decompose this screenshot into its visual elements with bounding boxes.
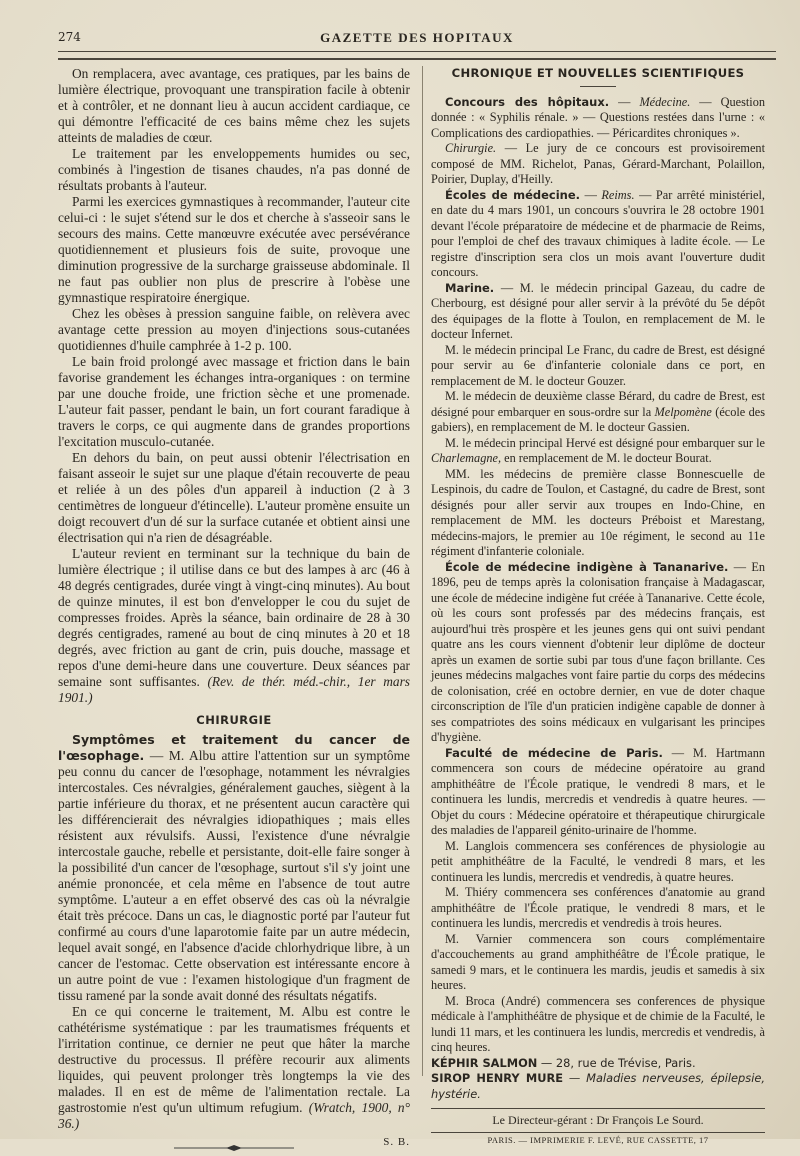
page-number: 274 [58, 30, 81, 44]
paragraph: Chez les obèses à pression sanguine faible, on relèvera avec avantage cette pression au moyen d'injections sous-cutanées quotidiennes d'huile camphrée à 1-2 p. 100. [58, 306, 410, 353]
item-text: M. Hartmann commencera son cours de médecine opératoire au grand amphithéâtre de l'École pratique, le vendredi 8 mars, et le continuera les lundis, mercredis et vendredis à quatre heures. — Objet du cours : Médecine opératoire et thérapeutique chirurgicale des maladies de l'appareil génito-urinaire de l'homme. [431, 745, 765, 837]
paragraph-text: (école des gabiers), en remplacement de M. le docteur Gassien. [431, 404, 765, 434]
paragraph: M. Varnier commencera son cours complémentaire d'accouchements au grand amphithéâtre de l'École pratique, le samedi 9 mars, et le continuera les mardis, jeudis et samedis à six heures. [431, 931, 765, 992]
header-rule-thick [58, 58, 776, 60]
paragraph: Le bain froid prolongé avec massage et friction dans le bain favorise grandement les échanges intra-organiques : on termine par une douche froide, une friction sèche et une promenade. L'auteur fait passer, pendant le bain, un fort courant faradique à travers le corps, ce qui augmente dans de grandes proportions l'excitation musculo-cutanée. [58, 354, 410, 449]
page-header [58, 30, 776, 48]
paragraph [58, 546, 410, 706]
item-subtitle: Médecine. [639, 94, 691, 109]
paragraph [431, 389, 765, 436]
reference: (Rev. de thér. méd.-chir., 1er mars 1901.) [58, 674, 410, 705]
paragraph: M. Thiéry commencera ses conférences d'anatomie au grand amphithéâtre de l'École pratique, le vendredi 8 mars, et le continuera les lundis, mercredis et vendredis à trois heures. [431, 885, 765, 930]
paragraph-text: M. le médecin principal Hervé est désigné pour embarquer sur le [445, 435, 765, 450]
ship-name: Charlemagne, [431, 451, 502, 465]
paragraph: MM. les médecins de première classe Bonnescuelle de Lespinois, du cadre de Toulon, et Castagné, du cadre de Brest, sont désignés pour aller servir aux troupes en Indo-Chine, en remplacement de MM. les docteurs Préboist et Marestang, médecins-majors, le premier au 10e régiment, le second au 11e régiment d'infanterie coloniale. [431, 466, 765, 558]
ad-text: — Maladies nerveuses, épilepsie, hystérie. [431, 1071, 766, 1101]
advertisement [431, 1056, 765, 1072]
news-item: Écoles de médecine. — Reims. — Par arrêté ministériel, en date du 4 mars 1901, un concours s'ouvrira le 28 octobre 1901 devant l'école préparatoire de médecine et de pharmacie de Reims, pour l'emploi de chef des travaux chimiques à ladite école. — Le registre d'inscription sera clos un mois avant l'ouverture dudit concours. [431, 187, 765, 279]
section-heading: CHIRURGIE [196, 713, 272, 727]
item-text: M. le médecin principal Gazeau, du cadre de Cherbourg, est désigné pour aller servir à la prévôté du 5e dépôt des équipages de la flotte à Toulon, en remplacement de M. le docteur Infernet. [431, 280, 765, 341]
news-item: Marine. — M. le médecin principal Gazeau, du cadre de Cherbourg, est désigné pour aller servir à la prévôté du 5e dépôt des équipages de la flotte à Toulon, en remplacement de M. le docteur Infernet. [431, 280, 765, 341]
news-item: Concours des hôpitaux. — Médecine. — Question donnée : « Syphilis rénale. » — Questions restées dans l'urne : « Complications des cardiopathies. — Péricardites chroniques ». [431, 94, 765, 140]
news-item: École de médecine indigène à Tananarive. — En 1896, peu de temps après la colonisation française à Madagascar, une école de médecine indigène fut créée à Tananarive. Cette école, où les cours sont professés par des médecins français, est aujourd'hui très prospère et les jeunes gens qui ont suivi pendant quatre ans les cours viennent d'obtenir leur diplôme de docteur après un examen de sortie subi par tous d'une façon brillante. Ces jeunes médecins malgaches vont faire partie du corps des médecins de colonisation, créé en octobre dernier, en vue de doter chaque circonscription de l'île d'un praticien indigène capable de donner à ses compatriotes des soins médicaux en vulgarisant les principes d'hygiène. [431, 559, 765, 744]
news-item: Faculté de médecine de Paris. — M. Hartmann commencera son cours de médecine opératoire au grand amphithéâtre de l'École pratique, le vendredi 8 mars, et le continuera les lundis, mercredis et vendredis à quatre heures. — Objet du cours : Médecine opératoire et thérapeutique chirurgicale des maladies de l'appareil génito-urinaire de l'homme. [431, 745, 765, 837]
item-text: Par arrêté ministériel, en date du 4 mars 1901, un concours s'ouvrira le 28 octobre 1901 devant l'école préparatoire de médecine et de pharmacie de Reims, pour l'emploi de chef des travaux chimiques à ladite école. — Le registre d'inscription sera clos un mois avant l'ouverture dudit concours. [431, 187, 765, 279]
advertisement [431, 1071, 765, 1102]
item-text: Question donnée : « Syphilis rénale. » — Questions restées dans l'urne : « Complications des cardiopathies. — Péricardites chroniques ». [431, 94, 765, 140]
column-divider [422, 66, 423, 1076]
ornament-rule [58, 1140, 410, 1156]
header-rule [58, 51, 776, 52]
item-title: Marine. [445, 280, 495, 295]
item-subtitle: Chirurgie. [445, 141, 497, 155]
article-paragraph [58, 732, 410, 1004]
director-line: Le Directeur-gérant : Dr François Le Sourd. [492, 1113, 704, 1127]
paragraph-text: M. Albu attire l'attention sur un symptôme peu connu du cancer de l'œsophage, notamment les névralgies intercostales. Ces névralgies, généralement gauches, siègent à la partie inférieure du thorax, et ne présentent aucun caractère qui les différencierait des névralgies idiopathiques ; mais elles résistent aux révulsifs. Aussi, l'existence d'une névralgie intercostale gauche, rebelle et persistante, doit-elle faire songer à la possibilité d'un cancer de l'œsophage, surtout s'il s'y joint une anémie prononcée, et cela même en l'absence de tout autre symptôme. L'auteur a en effet observé des cas où la névralgie était très précoce. Dans un cas, le diagnostic porté par l'auteur fut confirmé au cours d'une laparotomie faite par un autre médecin, lequel avait songé, en l'absence d'acide chlorhydrique libre, à un cancer de l'estomac. Cette observation est intéressante encore à un autre point de vue : l'examen histologique d'un fragment de tissu ramené par la sonde avait donné des résultats négatifs. [58, 748, 410, 1003]
paragraph-text: En ce qui concerne le traitement, M. Albu est contre le cathétérisme systématique : par les traumatismes fréquents et l'irritation continue, ce dernier ne peut que hâter la marche destructive du processus. Il préfère recourir aux aliments liquides, qui peuvent prolonger très longtemps la vie des malades. Il en est de même de l'alimentation rectale. La gastrostomie n'est qu'un ultimum refugium. [58, 1004, 410, 1115]
ship-name: Melpomène [654, 404, 712, 419]
ornament-icon [174, 1145, 294, 1151]
item-title: Concours des hôpitaux. [445, 94, 610, 109]
item-title: École de médecine indigène à Tananarive. [445, 559, 729, 574]
item-text: Le jury de ce concours est provisoirement composé de MM. Richelot, Panas, Gérard-Marchant, Polaillon, Poirier, Duplay, d'Heilly. [431, 141, 765, 186]
ad-text: — 28, rue de Trévise, Paris. [540, 1055, 696, 1070]
paragraph: On remplacera, avec avantage, ces pratiques, par les bains de lumière électrique, provoquant une transpiration facile à obtenir et à contrôler, et ne donnant lieu à aucun accident cardiaque, ce qui démontre l'efficacité de ces bains même chez les sujets atteints de maladies de cœur. [58, 66, 410, 145]
item-title: Écoles de médecine. [445, 187, 581, 202]
reference: (Wratch, 1900, n° 36.) [58, 1100, 410, 1131]
paragraph: En dehors du bain, on peut aussi obtenir l'électrisation en faisant asseoir le sujet sur une plaque d'étain recouverte de peau et reliée à un des pôles d'un appareil à induction (2 à 3 centimètres de longueur d'étincelle). L'auteur promène ensuite un doigt recouvert d'un dé sur la surface cutanée et obtient ainsi une électrisation qui n'a rien de désagréable. [58, 450, 410, 545]
paragraph: M. le médecin principal Le Franc, du cadre de Brest, est désigné pour servir au 6e d'infanterie coloniale dans ce port, en remplacement de M. le docteur Gouzer. [431, 342, 765, 388]
paragraph: M. Langlois commencera ses conférences de physiologie au petit amphithéâtre de la Faculté, le vendredi 8 mars, et les continuera les lundis, mercredis et vendredis, à quatre heures. [431, 838, 765, 884]
paragraph-text: en remplacement de M. le docteur Bourat. [504, 451, 712, 465]
paragraph-text: M. le médecin de deuxième classe Bérard, du cadre de Brest, est désigné pour embarquer en sous-ordre sur la [431, 389, 765, 419]
item-title: Faculté de médecine de Paris. [445, 745, 663, 760]
news-item: Chirurgie. — Le jury de ce concours est provisoirement composé de MM. Richelot, Panas, Gérard-Marchant, Polaillon, Poirier, Duplay, d'Heilly. [431, 141, 765, 186]
ad-product: SIROP HENRY MURE [431, 1071, 564, 1085]
ad-product: KÉPHIR SALMON [431, 1055, 538, 1070]
signature: S. B. [383, 1136, 410, 1148]
article-title: Symptômes et traitement du cancer de l'œsophage. [58, 732, 410, 763]
item-subtitle: Reims. [601, 187, 635, 202]
journal-title: GAZETTE DES HOPITAUX [320, 30, 514, 45]
item-text: En 1896, peu de temps après la colonisation française à Madagascar, une école de médecine indigène fut créée à Tananarive. Cette école, où les cours sont professés par des médecins français, est aujourd'hui très prospère et les jeunes gens qui ont suivi pendant quatre ans les cours viennent d'obtenir leur diplôme de docteur après un examen de sortie subi par tous d'une façon brillante. Ces jeunes médecins malgaches vont faire partie du corps des médecins de colonisation, créé en octobre dernier, en vue de doter chaque circonscription de l'île d'un praticien indigène capable de donner à ses compatriotes des soins médicaux en vulgarisant les principes d'hygiène. [431, 559, 765, 744]
title-rule [580, 86, 616, 87]
paragraph [431, 436, 765, 467]
chronicle-title: CHRONIQUE ET NOUVELLES SCIENTIFIQUES [451, 66, 745, 80]
paragraph [58, 1004, 410, 1132]
footer-rule [431, 1108, 765, 1109]
left-column [58, 66, 410, 1156]
paragraph: Le traitement par les enveloppements humides ou sec, combinés à l'ingestion de tisanes chaudes, n'a pas donné de résultats probants à l'auteur. [58, 146, 410, 193]
paragraph-text: L'auteur revient en terminant sur la technique du bain de lumière électrique ; il utilise dans ce but des lampes à arc (46 à 48 degrés centigrades, durée vingt à vingt-cinq minutes). Au bout de quinze minutes, il est bon d'envelopper le cou du sujet de compresses froides. Après la séance, bain ordinaire de 28 à 30 degrés centigrades, ramené au bout de cinq minutes à 20 et 18 degrés, avec friction au gant de crin, puis douche, massage et repos d'une demi-heure dans une couverture. Deux séances par semaine sont suffisantes. [58, 546, 410, 689]
paragraph: M. Broca (André) commencera ses conferences de physique médicale à l'amphithéâtre de physique et de chimie de la Faculté, le lundi 11 mars, et les continuera les lundis, mercredis et vendredis, à cinq heures. [431, 993, 765, 1054]
right-column [431, 66, 765, 1148]
printer-line: PARIS. — IMPRIMERIE F. LEVÉ, RUE CASSETTE, 17 [487, 1134, 709, 1145]
dash: — [144, 748, 169, 763]
paragraph: Parmi les exercices gymnastiques à recommander, l'auteur cite celui-ci : le sujet s'étend sur le dos et cherche à s'asseoir sans le secours des mains. Cette manœuvre exécutée avec persévérance quotidiennement et plusieurs fois de suite, provoque une diminution progressive de la surcharge graisseuse abdominale. Il ne faut pas oublier non plus de prescrire à l'obèse une gymnastique respiratoire énergique. [58, 194, 410, 305]
